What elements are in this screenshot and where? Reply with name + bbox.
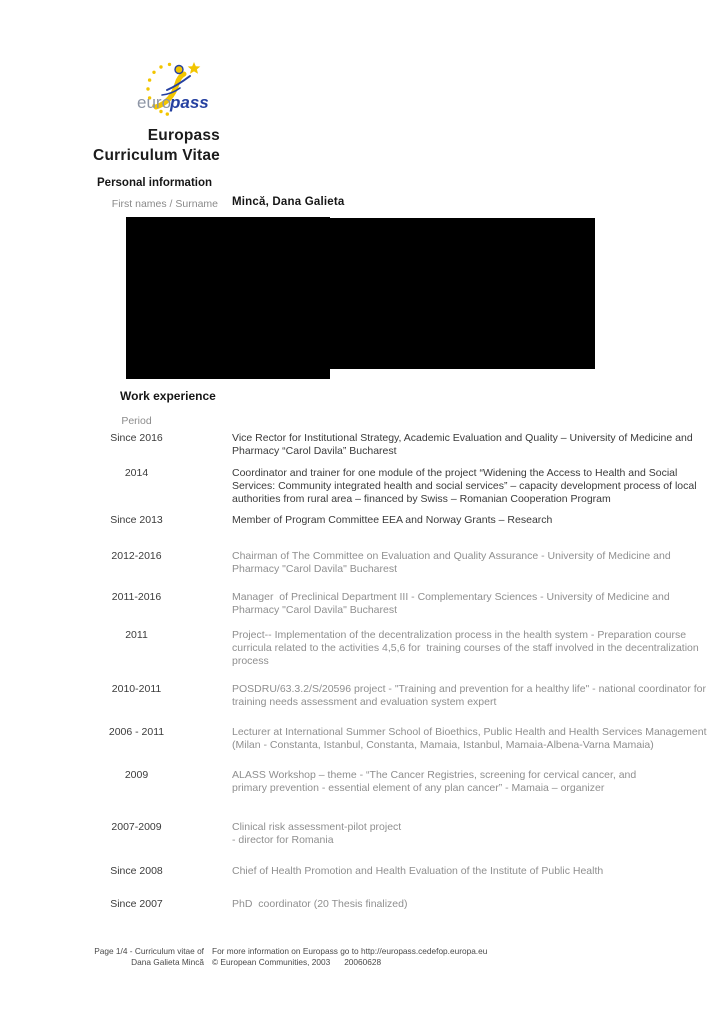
description-cell bbox=[232, 769, 692, 795]
description-line: Chairman of The Committee on Evaluation and Quality Assurance - University of Medicine and bbox=[232, 550, 671, 562]
work-row bbox=[97, 514, 697, 527]
period-cell: 2010-2011 bbox=[111, 683, 162, 695]
period-cell: 2007-2009 bbox=[111, 821, 162, 833]
document-title bbox=[0, 126, 220, 165]
period-cell: Since 2008 bbox=[110, 865, 163, 877]
period-cell: Since 2007 bbox=[110, 898, 163, 910]
first-names-surname-label: First names / Surname bbox=[111, 198, 218, 210]
description-line: Clinical risk assessment-pilot project bbox=[232, 821, 402, 833]
work-row bbox=[97, 898, 697, 911]
footer-name-line: Dana Galieta Mincă bbox=[131, 957, 204, 967]
footer-copyright-line bbox=[212, 957, 487, 968]
description-line: Member of Program Committee EEA and Norway Grants – Research bbox=[232, 514, 553, 526]
work-experience-heading: Work experience bbox=[120, 389, 216, 403]
description-line: ALASS Workshop – theme - “The Cancer Registries, screening for cervical cancer, and bbox=[232, 769, 637, 781]
description-line: process bbox=[232, 655, 269, 667]
footer-more-info-line: For more information on Europass go to http://europass.cedefop.europa.eu bbox=[212, 946, 488, 956]
personal-information-heading: Personal information bbox=[97, 177, 213, 189]
description-line: Pharmacy “Carol Davila” Bucharest bbox=[232, 445, 397, 457]
description-line: Project-- Implementation of the decentralization process in the health system - Preparation course bbox=[232, 629, 687, 641]
footer-page-info bbox=[0, 946, 204, 968]
work-row bbox=[97, 591, 697, 617]
work-row bbox=[97, 865, 697, 878]
work-row bbox=[97, 821, 697, 847]
logo-pass-text: pass bbox=[170, 93, 209, 112]
description-cell bbox=[232, 865, 692, 878]
work-row bbox=[97, 726, 707, 752]
period-cell: 2014 bbox=[124, 467, 149, 479]
description-cell bbox=[232, 898, 692, 911]
description-line: curricula related to the activities 4,5,6 for training courses of the staff involved in the decentralization bbox=[232, 642, 699, 654]
footer-page-line: Page 1/4 - Curriculum vitae of bbox=[94, 946, 204, 956]
description-line: Services: Community integrated health and social services” – capacity development process of local bbox=[232, 480, 697, 492]
description-cell bbox=[232, 514, 692, 527]
description-cell bbox=[232, 629, 699, 668]
footer-doc-number: 20060628 bbox=[344, 957, 382, 967]
europass-logo-graphic bbox=[122, 61, 224, 117]
period-cell: Since 2016 bbox=[110, 432, 163, 444]
title-line-europass: Europass bbox=[147, 127, 220, 144]
description-line: - director for Romania bbox=[232, 834, 334, 846]
description-cell bbox=[232, 432, 692, 458]
logo-euro-text: euro bbox=[137, 93, 172, 112]
period-label: Period bbox=[121, 415, 152, 427]
redaction-block-right bbox=[330, 218, 595, 369]
description-cell bbox=[232, 550, 692, 576]
name-value: Mincă, Dana Galieta bbox=[232, 196, 345, 208]
work-row bbox=[97, 550, 697, 576]
period-cell: Since 2013 bbox=[110, 514, 163, 526]
description-cell bbox=[232, 683, 706, 709]
work-row bbox=[97, 629, 697, 668]
description-line: Chief of Health Promotion and Health Evaluation of the Institute of Public Health bbox=[232, 865, 604, 877]
description-line: Lecturer at International Summer School of Bioethics, Public Health and Health Services Management bbox=[232, 726, 707, 738]
description-line: Pharmacy "Carol Davila" Bucharest bbox=[232, 604, 398, 616]
work-experience-rows bbox=[97, 432, 707, 911]
europass-logo bbox=[122, 61, 224, 117]
description-cell bbox=[232, 591, 692, 617]
description-cell bbox=[232, 726, 707, 752]
description-cell bbox=[232, 821, 692, 847]
period-cell: 2011-2016 bbox=[111, 591, 162, 603]
redaction-block-left bbox=[126, 217, 330, 379]
description-line: authorities from rural area – financed by Swiss – Romanian Cooperation Program bbox=[232, 493, 611, 505]
description-line: primary prevention - essential element of any plan cancer” - Mamaia – organizer bbox=[232, 782, 605, 794]
period-cell: 2009 bbox=[124, 769, 149, 781]
work-row bbox=[97, 432, 697, 458]
description-line: PhD coordinator (20 Thesis finalized) bbox=[232, 898, 408, 910]
work-row bbox=[97, 467, 697, 506]
description-line: Vice Rector for Institutional Strategy, Academic Evaluation and Quality – University of Medicine and bbox=[232, 432, 693, 444]
period-cell: 2011 bbox=[125, 629, 148, 641]
footer-europass-info bbox=[212, 946, 487, 968]
work-row bbox=[97, 683, 706, 709]
period-cell: 2012-2016 bbox=[111, 550, 162, 562]
description-cell bbox=[232, 467, 697, 506]
description-line: Manager of Preclinical Department III - Complementary Sciences - University of Medicine and bbox=[232, 591, 670, 603]
period-cell: 2006 - 2011 bbox=[108, 726, 165, 738]
description-line: Pharmacy "Carol Davila" Bucharest bbox=[232, 563, 398, 575]
footer-copyright: © European Communities, 2003 bbox=[212, 957, 331, 967]
description-line: Coordinator and trainer for one module of the project “Widening the Access to Health and Social bbox=[232, 467, 678, 479]
description-line: POSDRU/63.3.2/S/20596 project - "Training and prevention for a healthy life" - national coordinator for bbox=[232, 683, 706, 695]
work-row bbox=[97, 769, 697, 795]
description-line: (Milan - Constanta, Istanbul, Constanta, Mamaia, Istanbul, Mamaia-Albena-Varna Mamaia) bbox=[232, 739, 654, 751]
description-line: training needs assessment and evaluation system expert bbox=[232, 696, 497, 708]
title-line-curriculum-vitae: Curriculum Vitae bbox=[93, 146, 220, 164]
